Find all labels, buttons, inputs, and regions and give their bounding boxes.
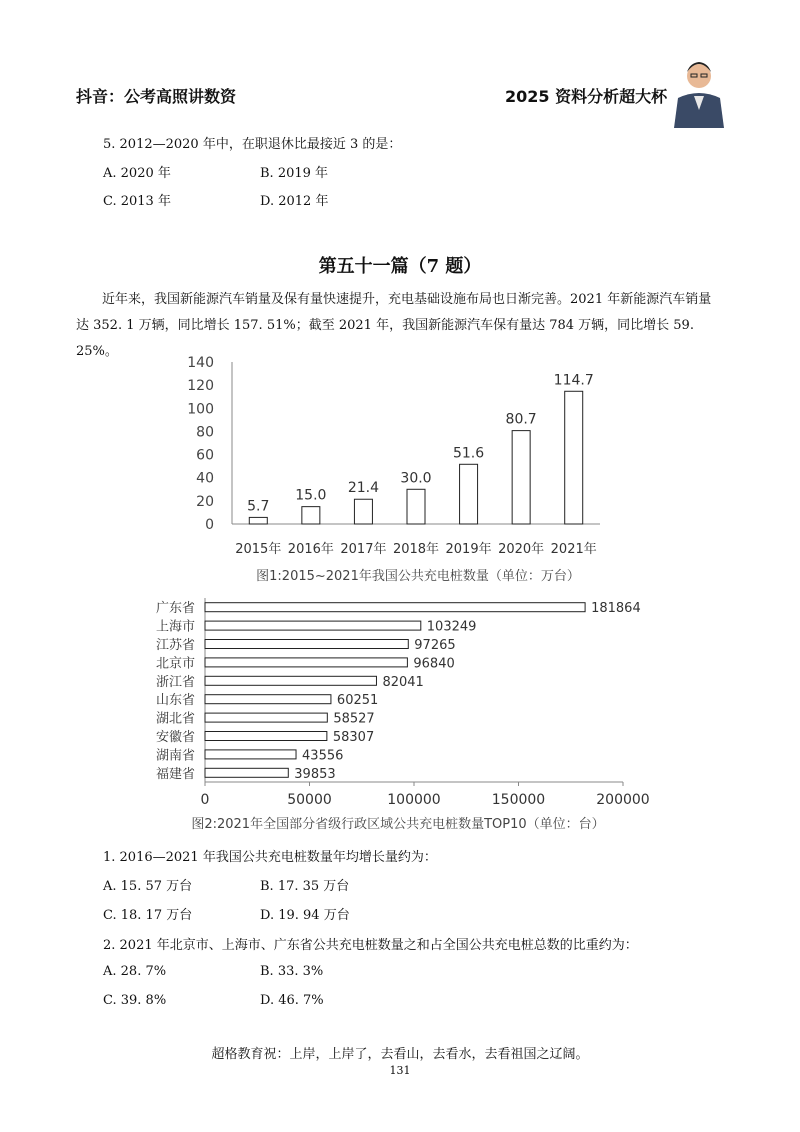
q1-option-d: D. 19. 94 万台 — [260, 908, 350, 923]
bar-湖南省 — [205, 750, 296, 759]
x-tick-label: 50000 — [287, 792, 332, 808]
y-tick-label: 0 — [205, 517, 214, 533]
header-right: 2025 资料分析超大杯 — [505, 87, 668, 106]
bar-value-label: 58307 — [332, 730, 375, 745]
intro-line-2: 达 352. 1 万辆，同比增长 157. 51%；截至 2021 年，我国新能源汽车保有量达 784 万辆，同比增长 59. 25%。 — [76, 318, 694, 359]
q5-option-b: B. 2019 年 — [260, 166, 329, 181]
footer-slogan: 超格教育祝：上岸，上岸了，去看山，去看水，去看祖国之辽阔。 — [211, 1047, 589, 1062]
x-tick-label: 2018年 — [392, 542, 440, 557]
x-tick-label: 2020年 — [498, 542, 545, 557]
bar-value-label: 30.0 — [400, 470, 432, 487]
x-tick-label: 100000 — [387, 792, 441, 808]
section-title: 第五十一篇（7 题） — [318, 256, 482, 277]
chart-title: 图2:2021年全国部分省级行政区域公共充电桩数量TOP10（单位：台） — [191, 817, 605, 832]
x-tick-label: 2017年 — [340, 542, 387, 557]
y-tick-label: 100 — [187, 401, 214, 418]
bar-value-label: 39853 — [294, 766, 336, 782]
category-label: 广东省 — [155, 601, 195, 617]
q2-option-a: A. 28. 7% — [103, 964, 167, 979]
x-tick-label: 2019年 — [445, 542, 492, 557]
header-left: 抖音：公考高照讲数资 — [76, 87, 237, 106]
bar-浙江省 — [205, 676, 376, 685]
category-label: 山东省 — [155, 693, 195, 709]
bar-2017年 — [354, 499, 372, 524]
category-label: 安徽省 — [155, 730, 195, 745]
x-tick-label: 0 — [200, 792, 210, 808]
category-label: 浙江省 — [155, 674, 195, 690]
q5-option-c: C. 2013 年 — [103, 194, 171, 209]
x-tick-label: 2021年 — [550, 542, 597, 557]
bar-value-label: 96840 — [413, 656, 455, 672]
bar-2019年 — [460, 464, 478, 524]
bar-value-label: 114.7 — [553, 372, 594, 389]
q2-option-b: B. 33. 3% — [260, 964, 324, 979]
bar-value-label: 97265 — [414, 638, 456, 653]
bar-value-label: 21.4 — [347, 480, 380, 497]
x-tick-label: 150000 — [491, 792, 546, 808]
bar-value-label: 15.0 — [295, 487, 327, 504]
bar-广东省 — [205, 603, 585, 612]
y-tick-label: 140 — [187, 355, 214, 371]
bar-2018年 — [407, 489, 425, 524]
bar-2020年 — [512, 431, 530, 524]
bar-value-label: 181864 — [591, 601, 641, 617]
q2-option-c: C. 39. 8% — [103, 993, 167, 1008]
bar-value-label: 82041 — [382, 674, 424, 690]
chart-title: 图1:2015~2021年我国公共充电桩数量（单位：万台） — [256, 569, 580, 584]
q5-stem: 5. 2012—2020 年中，在职退休比最接近 3 的是： — [103, 137, 402, 152]
y-tick-label: 60 — [196, 447, 214, 464]
q1-option-c: C. 18. 17 万台 — [103, 908, 193, 923]
bar-2015年 — [249, 517, 267, 524]
bar-value-label: 60251 — [336, 693, 379, 709]
bar-江苏省 — [205, 640, 408, 649]
q1-stem: 1. 2016—2021 年我国公共充电桩数量年均增长量约为： — [103, 850, 437, 865]
category-label: 湖南省 — [155, 748, 195, 764]
category-label: 上海市 — [155, 619, 195, 635]
q2-stem: 2. 2021 年北京市、上海市、广东省公共充电桩数量之和占全国公共充电桩总数的比重约为： — [103, 938, 638, 953]
bar-安徽省 — [205, 732, 327, 741]
q1-option-a: A. 15. 57 万台 — [103, 879, 193, 894]
bar-value-label: 80.7 — [505, 411, 537, 428]
x-tick-label: 2016年 — [287, 542, 334, 557]
chart-public-chargers-2015-2021 — [0, 350, 800, 590]
bar-value-label: 5.7 — [247, 498, 270, 515]
chart-top10-provinces-2021 — [0, 592, 800, 837]
q5-option-d: D. 2012 年 — [260, 194, 329, 209]
bar-福建省 — [205, 768, 288, 777]
q5-option-a: A. 2020 年 — [103, 166, 171, 181]
category-label: 江苏省 — [155, 638, 195, 653]
intro-line-1: 近年来，我国新能源汽车销量及保有量快速提升，充电基础设施布局也日渐完善。2021 年新能源汽车销量 — [102, 292, 712, 307]
bar-北京市 — [205, 658, 407, 667]
page-number: 131 — [389, 1064, 411, 1077]
bar-value-label: 43556 — [302, 748, 344, 764]
bar-2021年 — [565, 391, 583, 524]
bar-value-label: 51.6 — [452, 445, 485, 462]
bar-2016年 — [302, 507, 320, 524]
bar-value-label: 103249 — [426, 619, 477, 635]
x-tick-label: 200000 — [596, 792, 650, 808]
x-tick-label: 2015年 — [235, 542, 282, 557]
category-label: 北京市 — [155, 656, 195, 672]
bar-山东省 — [205, 695, 331, 704]
y-tick-label: 20 — [196, 493, 214, 510]
category-label: 湖北省 — [155, 711, 195, 727]
y-tick-label: 120 — [187, 378, 214, 395]
category-label: 福建省 — [155, 766, 195, 782]
bar-湖北省 — [205, 713, 327, 722]
bar-value-label: 58527 — [333, 711, 375, 727]
presenter-photo — [668, 48, 730, 128]
y-tick-label: 40 — [196, 470, 214, 487]
y-tick-label: 80 — [196, 424, 214, 441]
q1-option-b: B. 17. 35 万台 — [260, 879, 350, 894]
bar-上海市 — [205, 621, 421, 630]
q2-option-d: D. 46. 7% — [260, 993, 324, 1008]
